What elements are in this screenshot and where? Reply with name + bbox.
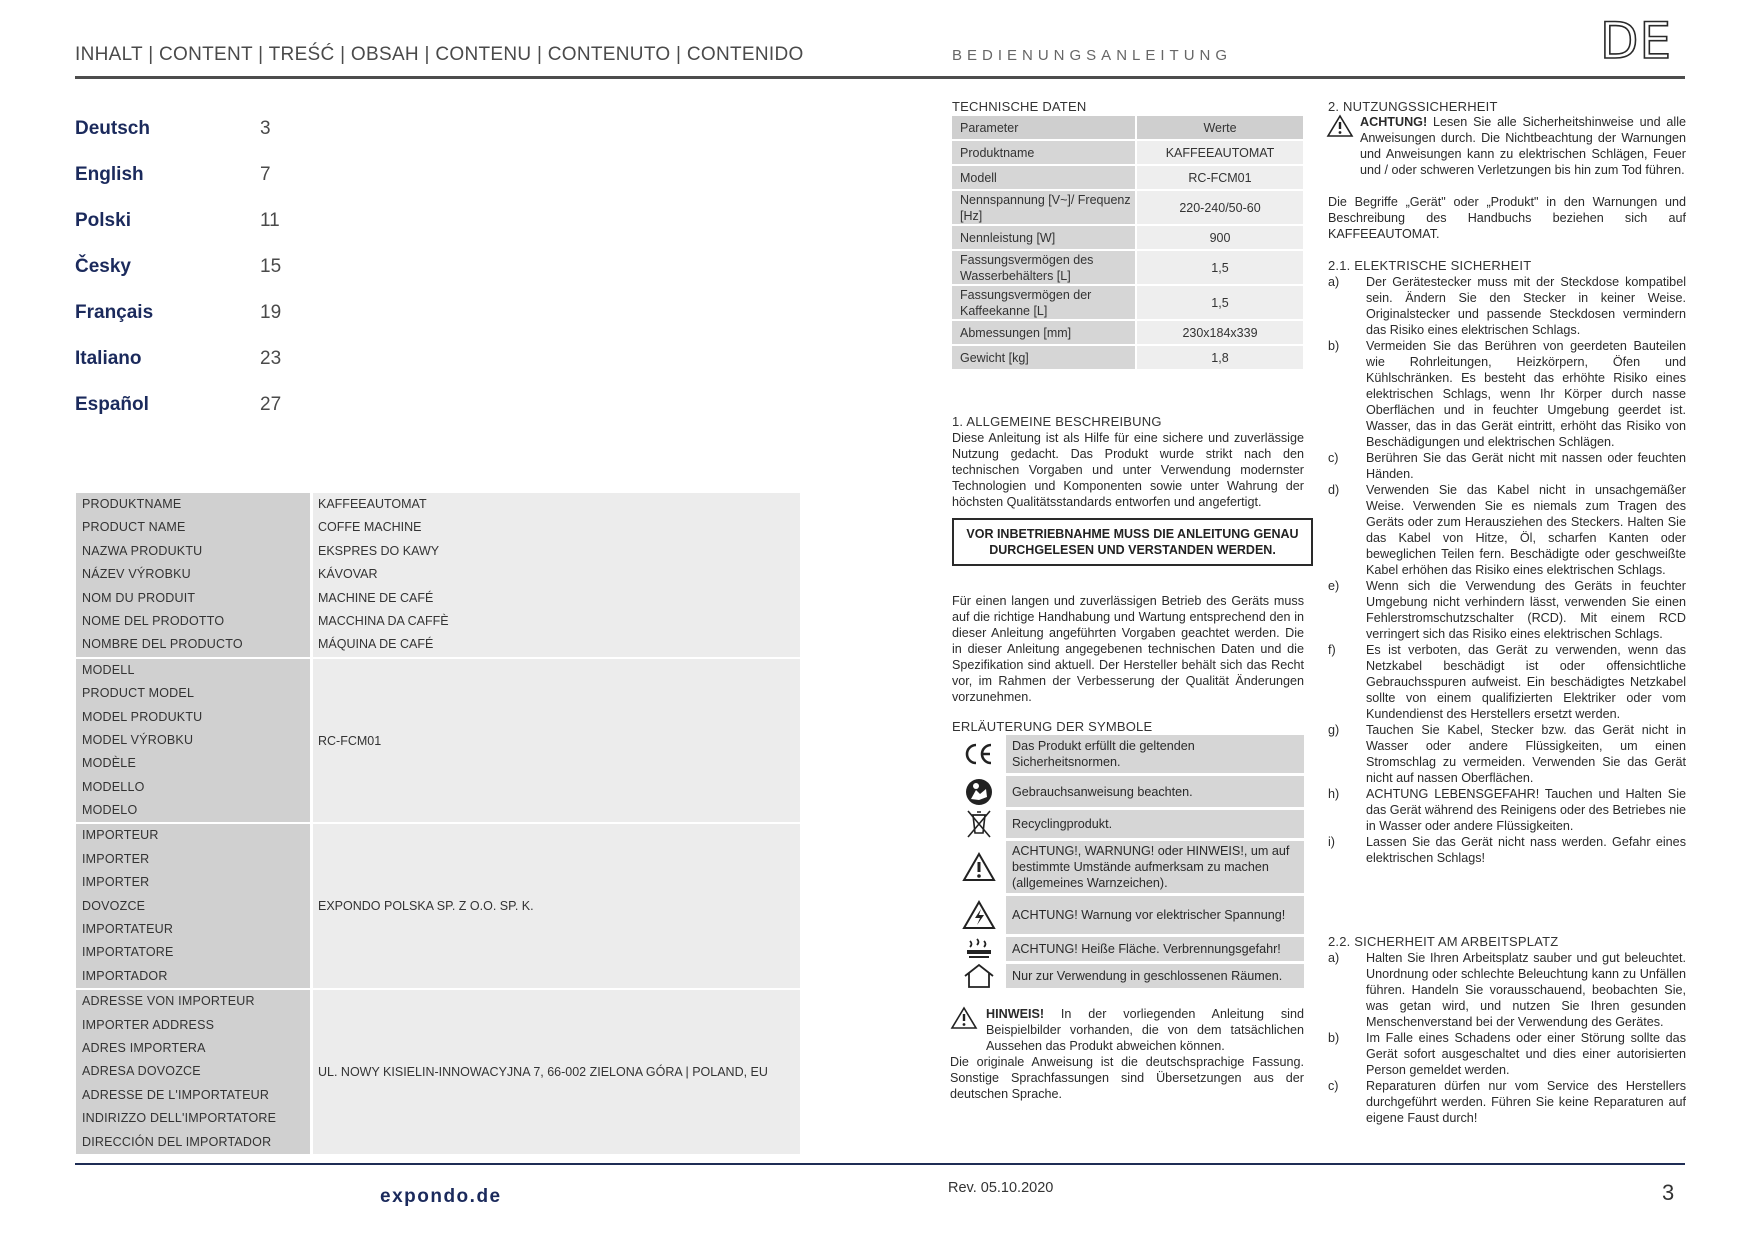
indoor-house-icon [952, 964, 1006, 988]
product-info-table [76, 493, 800, 1156]
item-letter: g) [1328, 723, 1340, 737]
list-item [1328, 1030, 1686, 1078]
row-label: PRODUCT NAME [82, 520, 186, 535]
row-value: KÁVOVAR [318, 567, 378, 582]
note-label: HINWEIS! [986, 1007, 1045, 1021]
table-row [952, 321, 1303, 344]
header-divider [75, 76, 1685, 79]
value-cell: 900 [1137, 226, 1303, 249]
row-label: MODÈLE [82, 756, 136, 771]
row-label: IMPORTADOR [82, 968, 168, 983]
toc-page-number: 7 [260, 164, 271, 185]
item-letter: b) [1328, 339, 1340, 353]
row-value: MACCHINA DA CAFFÈ [318, 613, 449, 628]
row-label: MODELO [82, 803, 138, 818]
list-item [1328, 482, 1686, 578]
value-cell: RC-FCM01 [1137, 166, 1303, 189]
row-label: ADRES IMPORTERA [82, 1040, 206, 1055]
general-description-heading: 1. ALLGEMEINE BESCHREIBUNG [952, 414, 1162, 429]
symbol-description: Gebrauchsanweisung beachten. [1006, 776, 1304, 807]
row-label: MODELLO [82, 779, 145, 794]
importer-address-group [76, 990, 800, 1154]
list-item [1328, 786, 1686, 834]
terms-text: Die Begriffe „Gerät" oder „Produkt" in den Warnungen und Beschreibung des Handbuchs beziehen sich auf KAFFEEAUTOMAT. [1328, 195, 1686, 241]
item-text: Reparaturen dürfen nur vom Service des Herstellers durchgeführt werden. Führen Sie keine Reparaturen auf eigene Faust durch! [1366, 1079, 1686, 1125]
item-letter: h) [1328, 787, 1340, 801]
model-value: RC-FCM01 [313, 659, 800, 823]
toc-language: Français [75, 302, 154, 323]
toc-item-deutsch[interactable] [75, 118, 375, 164]
warning-triangle-icon [950, 1006, 986, 1054]
read-manual-warning-box: VOR INBETRIEBNAHME MUSS DIE ANLEITUNG GENAU DURCHGELESEN UND VERSTANDEN WERDEN. [952, 518, 1313, 566]
value-cell: 230x184x339 [1137, 321, 1303, 344]
symbol-row [952, 810, 1304, 838]
symbols-heading: ERLÄUTERUNG DER SYMBOLE [952, 719, 1153, 734]
list-item [1328, 722, 1686, 786]
value-cell: 1,5 [1137, 251, 1303, 284]
item-text: Verwenden Sie das Kabel nicht in unsachgemäßer Weise. Verwenden Sie es niemals zum Tragen des Geräts oder zum Herausziehen des Steckers. Halten Sie das Kabel von Hitze, Öl, scharfen Kanten oder beweglichen Teilen fern. Beschädigte oder geschweißte Kabel erhöhen das Risiko eines elektrischen Schlags. [1366, 483, 1686, 577]
value-cell: 1,5 [1137, 286, 1303, 319]
item-letter: e) [1328, 579, 1340, 593]
row-label: ADRESSE DE L'IMPORTATEUR [82, 1087, 270, 1102]
electric-safety-list [1328, 274, 1686, 866]
item-text: Vermeiden Sie das Berühren von geerdeten Bauteilen wie Rohrleitungen, Heizkörpern, Öfen und Kühlschränken. Es besteht das erhöhte Risiko eines elektrischen Schlags, wenn Ihr Körper durch nasse Oberflächen und in feuchter Umgebung geerdet ist. Wasser, das in das Gerät eintritt, erhöht das Risiko von Beschädigungen und elektrischen Schlägen. [1366, 339, 1686, 449]
item-letter: d) [1328, 483, 1340, 497]
ce-mark-icon [952, 735, 1006, 773]
row-label: NOM DU PRODUIT [82, 590, 196, 605]
item-text: Berühren Sie das Gerät nicht mit nassen oder feuchten Händen. [1366, 451, 1686, 481]
note-text: In der vorliegenden Anleitung sind Beispielbilder vorhanden, die von dem tatsächlichen Aussehen das Produkt abweichen können. [986, 1007, 1304, 1053]
symbol-description: ACHTUNG! Warnung vor elektrischer Spannung! [1006, 896, 1304, 934]
row-label: DIRECCIÓN DEL IMPORTADOR [82, 1134, 272, 1149]
toc-page-number: 11 [260, 210, 280, 231]
crossed-bin-icon [952, 810, 1006, 838]
symbol-row [952, 896, 1304, 934]
row-label: ADRESA DOVOZCE [82, 1064, 201, 1079]
toc-page-number: 27 [260, 394, 282, 415]
row-label: PRODUKTNAME [82, 497, 182, 511]
toc-language: Deutsch [75, 118, 150, 139]
row-value: KAFFEEAUTOMAT [318, 497, 427, 511]
row-label: PRODUCT MODEL [82, 686, 195, 701]
row-label: NOMBRE DEL PRODUCTO [82, 637, 243, 652]
param-cell: Produktname [952, 141, 1135, 164]
row-label: NÁZEV VÝROBKU [82, 567, 191, 582]
symbol-row [952, 735, 1304, 773]
tech-data-table [952, 116, 1303, 371]
attention-text: Lesen Sie alle Sicherheitshinweise und alle Anweisungen durch. Die Nichtbeachtung der Warnungen und Anweisungen kann zu elektrischen Schlägen, Feuer und / oder schweren Verletzungen bis hin zum Tod führen. [1360, 115, 1686, 177]
param-cell: Fassungsvermögen des Wasserbehälters [L] [952, 251, 1135, 284]
symbol-description: ACHTUNG! Heiße Fläche. Verbrennungsgefahr! [1006, 937, 1304, 961]
row-label: IMPORTATEUR [82, 922, 174, 937]
header-subtitle: BEDIENUNGSANLEITUNG [952, 47, 1233, 64]
header-title: INHALT | CONTENT | TREŚĆ | OBSAH | CONTENU | CONTENUTO | CONTENIDO [75, 44, 804, 65]
row-label: NAZWA PRODUKTU [82, 543, 203, 558]
footer-divider [75, 1163, 1685, 1165]
row-label: IMPORTER [82, 875, 150, 890]
importer-group [76, 824, 800, 988]
value-cell: 1,8 [1137, 346, 1303, 369]
row-label: IMPORTER [82, 851, 150, 866]
toc-language: English [75, 164, 144, 185]
electric-safety-heading: 2.1. ELEKTRISCHE SICHERHEIT [1328, 258, 1532, 273]
toc-page-number: 23 [260, 348, 282, 369]
param-cell: Nennleistung [W] [952, 226, 1135, 249]
toc-page-number: 15 [260, 256, 282, 277]
row-label: DOVOZCE [82, 898, 146, 913]
list-item [1328, 642, 1686, 722]
list-item [1328, 578, 1686, 642]
param-cell: Modell [952, 166, 1135, 189]
symbol-row [952, 776, 1304, 807]
item-letter: c) [1328, 451, 1339, 465]
toc-item-francais[interactable] [75, 302, 375, 348]
symbol-row [952, 937, 1304, 961]
param-cell: Abmessungen [mm] [952, 321, 1135, 344]
product-name-group [76, 493, 800, 657]
model-group [76, 659, 800, 823]
value-cell: 220-240/50-60 [1137, 191, 1303, 224]
read-manual-icon [952, 776, 1006, 807]
item-text: ACHTUNG LEBENSGEFAHR! Tauchen und Halten Sie das Gerät während des Reinigens oder des Betriebes nie in Wasser oder andere Flüssigkeiten. [1366, 787, 1686, 833]
row-label: MODEL PRODUKTU [82, 709, 203, 724]
header-cell: Werte [1137, 116, 1303, 139]
item-text: Tauchen Sie Kabel, Stecker bzw. das Gerät nicht in Wasser oder andere Flüssigkeiten, um einen Stromschlag zu vermeiden. Verwenden Sie das Gerät nicht auf nassen Oberflächen. [1366, 723, 1686, 785]
toc-item-english[interactable] [75, 164, 375, 210]
item-letter: f) [1328, 643, 1336, 657]
list-item [1328, 274, 1686, 338]
safety-heading: 2. NUTZUNGSSICHERHEIT [1328, 99, 1498, 114]
param-cell: Gewicht [kg] [952, 346, 1135, 369]
symbol-description: Recyclingprodukt. [1006, 810, 1304, 838]
table-header-row [952, 116, 1303, 139]
address-value: UL. NOWY KISIELIN-INNOWACYJNA 7, 66-002 ZIELONA GÓRA | POLAND, EU [313, 990, 800, 1154]
table-row [952, 251, 1303, 284]
warning-triangle-icon [952, 841, 1006, 893]
item-text: Lassen Sie das Gerät nicht nass werden. Gefahr eines elektrischen Schlags! [1366, 835, 1686, 865]
row-value: MÁQUINA DE CAFÉ [318, 637, 434, 652]
table-row [952, 226, 1303, 249]
hot-surface-icon [952, 937, 1006, 961]
item-text: Es ist verboten, das Gerät zu verwenden, wenn das Netzkabel beschädigt ist oder offensichtliche Gebrauchsspuren aufweist. Ein beschädigtes Netzkabel sollte von einem qualifizierten Elektriker oder vom Kundendienst des Herstellers ersetzt werden. [1366, 643, 1686, 721]
toc-item-italiano[interactable] [75, 348, 375, 394]
row-value: MACHINE DE CAFÉ [318, 590, 434, 605]
list-item [1328, 1078, 1686, 1126]
row-label: INDIRIZZO DELL'IMPORTATORE [82, 1111, 277, 1126]
item-text: Im Falle eines Schadens oder einer Störung sollte das Gerät sofort ausgeschaltet und dies einer autorisierten Person gemeldet werden. [1366, 1031, 1686, 1077]
toc-language: Česky [75, 256, 131, 277]
row-label: IMPORTER ADDRESS [82, 1017, 215, 1032]
tech-data-heading: TECHNISCHE DATEN [952, 99, 1087, 114]
row-label: IMPORTEUR [82, 828, 159, 843]
toc-page-number: 3 [260, 118, 271, 139]
row-label: IMPORTATORE [82, 945, 174, 960]
table-row [952, 346, 1303, 369]
revision-date: Rev. 05.10.2020 [948, 1180, 1054, 1196]
list-item [1328, 450, 1686, 482]
symbol-description: ACHTUNG!, WARNUNG! oder HINWEIS!, um auf bestimmte Umstände aufmerksam zu machen (allgemeines Warnzeichen). [1006, 841, 1304, 893]
toc-language: Polski [75, 210, 131, 231]
row-label: MODELL [82, 662, 135, 677]
item-letter: c) [1328, 1079, 1339, 1093]
item-letter: a) [1328, 951, 1340, 965]
maintenance-text: Für einen langen und zuverlässigen Betrieb des Geräts muss auf die richtige Handhabung und Wartung entsprechend den in dieser Anleitung angeführten Vorgaben geachtet werden. Die in dieser Anleitung angegebenen technischen Daten und die Spezifikation sind aktuell. Der Hersteller behält sich das Recht vor, im Rahmen der Verbesserung der Qualität Änderungen vorzunehmen. [952, 594, 1304, 704]
toc-item-cesky[interactable] [75, 256, 375, 302]
language-code: DE [1600, 12, 1673, 70]
row-value: EKSPRES DO KAWY [318, 543, 440, 558]
table-row [952, 166, 1303, 189]
table-row [952, 286, 1303, 319]
table-of-contents [75, 118, 375, 440]
original-language-text: Die originale Anweisung ist die deutschsprachige Fassung. Sonstige Sprachfassungen sind Übersetzungen aus der deutschen Sprache. [950, 1055, 1304, 1101]
general-description-text: Diese Anleitung ist als Hilfe für eine sichere und zuverlässige Nutzung gedacht. Das Produkt wurde strikt nach den technischen Vorgaben und unter Verwendung modernster Technologien und Komponenten sowie unter Wahrung der höchsten Qualitätsstandards entworfen und angefertigt. [952, 431, 1304, 509]
item-text: Halten Sie Ihren Arbeitsplatz sauber und gut beleuchtet. Unordnung oder schlechte Beleuchtung kann zu Unfällen führen. Handeln Sie vorausschauend, beobachten Sie, was getan wird, und nutzen Sie Ihren gesunden Menschenverstand bei der Verwendung des Gerätes. [1366, 951, 1686, 1029]
item-text: Wenn sich die Verwendung des Geräts in feuchter Umgebung nicht verhindern lässt, verwenden Sie einen Fehlerstromschutzschalter (RCD). Mit einem RCD verringert sich das Risiko eines elektrischen Schlags. [1366, 579, 1686, 641]
importer-value: EXPONDO POLSKA SP. Z O.O. SP. K. [313, 824, 800, 988]
item-letter: b) [1328, 1031, 1340, 1045]
footer-website-link[interactable]: expondo.de [380, 1186, 502, 1207]
symbols-list [952, 735, 1304, 991]
table-row [952, 141, 1303, 164]
header-cell: Parameter [952, 116, 1135, 139]
toc-language: Español [75, 394, 149, 415]
item-letter: a) [1328, 275, 1340, 289]
row-value: COFFE MACHINE [318, 520, 422, 535]
symbol-description: Das Produkt erfüllt die geltenden Sicherheitsnormen. [1006, 735, 1304, 773]
note-block [950, 1006, 1304, 1054]
symbol-row [952, 841, 1304, 893]
row-label: ADRESSE VON IMPORTEUR [82, 994, 255, 1009]
item-letter: i) [1328, 835, 1335, 849]
toc-item-polski[interactable] [75, 210, 375, 256]
electric-warning-icon [952, 896, 1006, 934]
item-text: Der Gerätestecker muss mit der Steckdose kompatibel sein. Ändern Sie den Stecker in keiner Weise. Originalstecker und passende Steckdosen vermindern das Risiko eines elektrischen Schlags. [1366, 275, 1686, 337]
toc-item-espanol[interactable] [75, 394, 375, 440]
row-label: NOME DEL PRODOTTO [82, 613, 225, 628]
symbol-row [952, 964, 1304, 988]
list-item [1328, 338, 1686, 450]
row-label: MODEL VÝROBKU [82, 732, 194, 747]
list-item [1328, 834, 1686, 866]
toc-page-number: 19 [260, 302, 282, 323]
list-item [1328, 950, 1686, 1030]
symbol-description: Nur zur Verwendung in geschlossenen Räumen. [1006, 964, 1304, 988]
page-number: 3 [1662, 1180, 1675, 1205]
value-cell: KAFFEEAUTOMAT [1137, 141, 1303, 164]
attention-label: ACHTUNG! [1360, 115, 1428, 129]
attention-block [1326, 114, 1686, 178]
toc-language: Italiano [75, 348, 142, 369]
param-cell: Fassungsvermögen der Kaffeekanne [L] [952, 286, 1135, 319]
workplace-safety-heading: 2.2. SICHERHEIT AM ARBEITSPLATZ [1328, 934, 1559, 949]
workplace-safety-list [1328, 950, 1686, 1126]
param-cell: Nennspannung [V~]/ Frequenz [Hz] [952, 191, 1135, 224]
table-row [952, 191, 1303, 224]
warning-triangle-icon [1326, 114, 1360, 178]
